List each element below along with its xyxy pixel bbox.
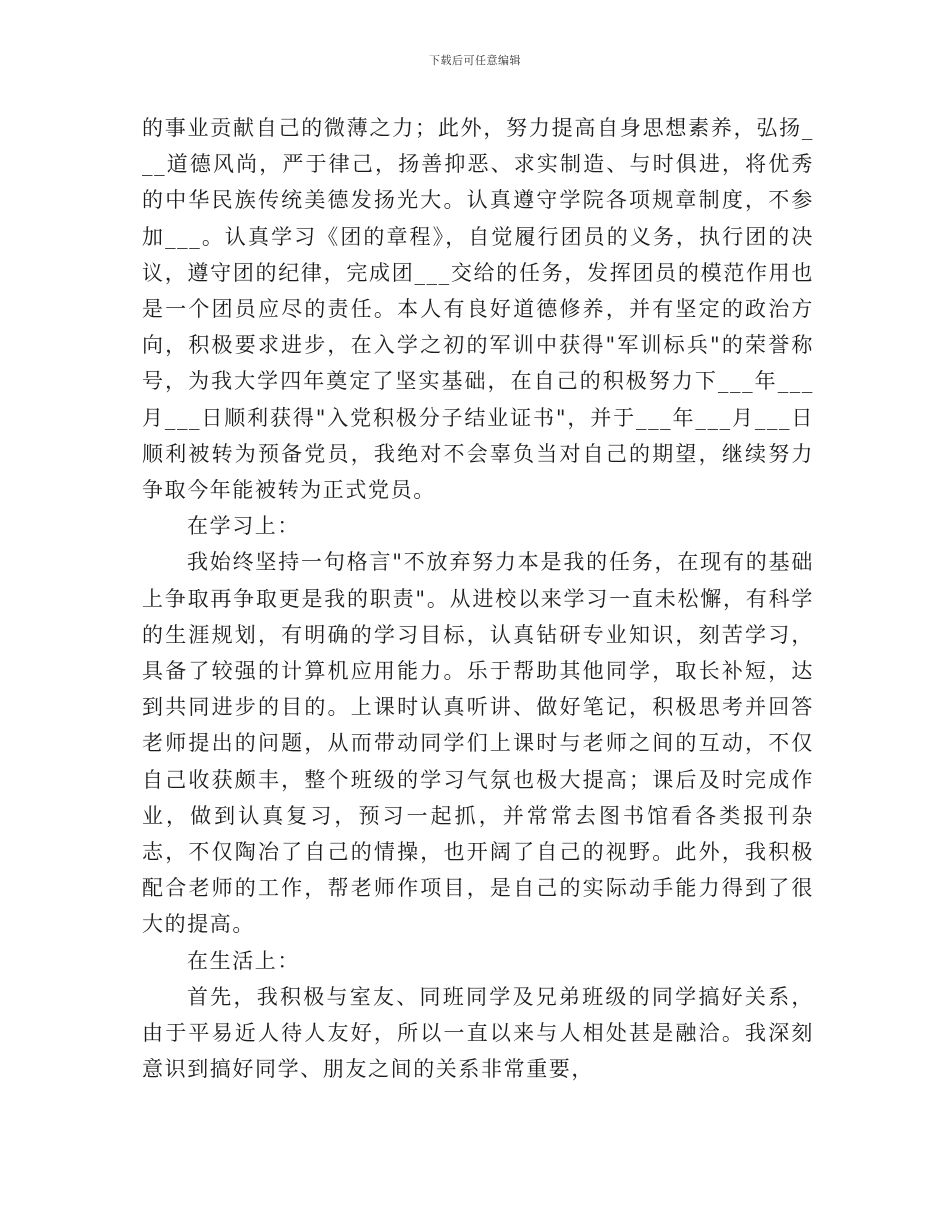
paragraph-life: 首先，我积极与室友、同班同学及兄弟班级的同学搞好关系，由于平易近人待人友好，所以一直以来与人相处甚是融洽。我深刻意识到搞好同学、朋友之间的关系非常重要， [142,984,814,1082]
section-heading-life: 在生活上： [187,948,300,973]
document-body [142,110,814,1087]
page-header: 下载后可任意编辑 [429,54,521,67]
paragraph-party-conduct: 的事业贡献自己的微薄之力；此外，努力提高自身思想素养，弘扬___道德风尚，严于律己，扬善抑恶、求实制造、与时俱进，将优秀的中华民族传统美德发扬光大。认真遵守学院各项规章制度，不参加___。认真学习《团的章程》，自觉履行团员的义务，执行团的决议，遵守团的纪律，完成团___交给的任务，发挥团员的模范作用也是一个团员应尽的责任。本人有良好道德修养，并有坚定的政治方向，积极要求进步，在入学之初的军训中获得"军训标兵"的荣誉称号，为我大学四年奠定了坚实基础，在自己的积极努力下___年___月___日顺利获得"入党积极分子结业证书"，并于___年___月___日顺利被转为预备党员，我绝对不会辜负当对自己的期望，继续努力争取今年能被转为正式党员。 [142,116,814,503]
paragraph-study: 我始终坚持一句格言"不放弃努力本是我的任务，在现有的基础上争取再争取更是我的职责"。从进校以来学习一直未松懈，有科学的生涯规划，有明确的学习目标，认真钻研专业知识，刻苦学习，具备了较强的计算机应用能力。乐于帮助其他同学，取长补短，达到共同进步的目的。上课时认真听讲、做好笔记，积极思考并回答老师提出的问题，从而带动同学们上课时与老师之间的互动，不仅自己收获颇丰，整个班级的学习气氛也极大提高；课后及时完成作业，做到认真复习，预习一起抓，并常常去图书馆看各类报刊杂志，不仅陶冶了自己的情操，也开阔了自己的视野。此外，我积极配合老师的工作，帮老师作项目，是自己的实际动手能力得到了很大的提高。 [142,550,814,937]
section-heading-study: 在学习上： [187,514,300,539]
